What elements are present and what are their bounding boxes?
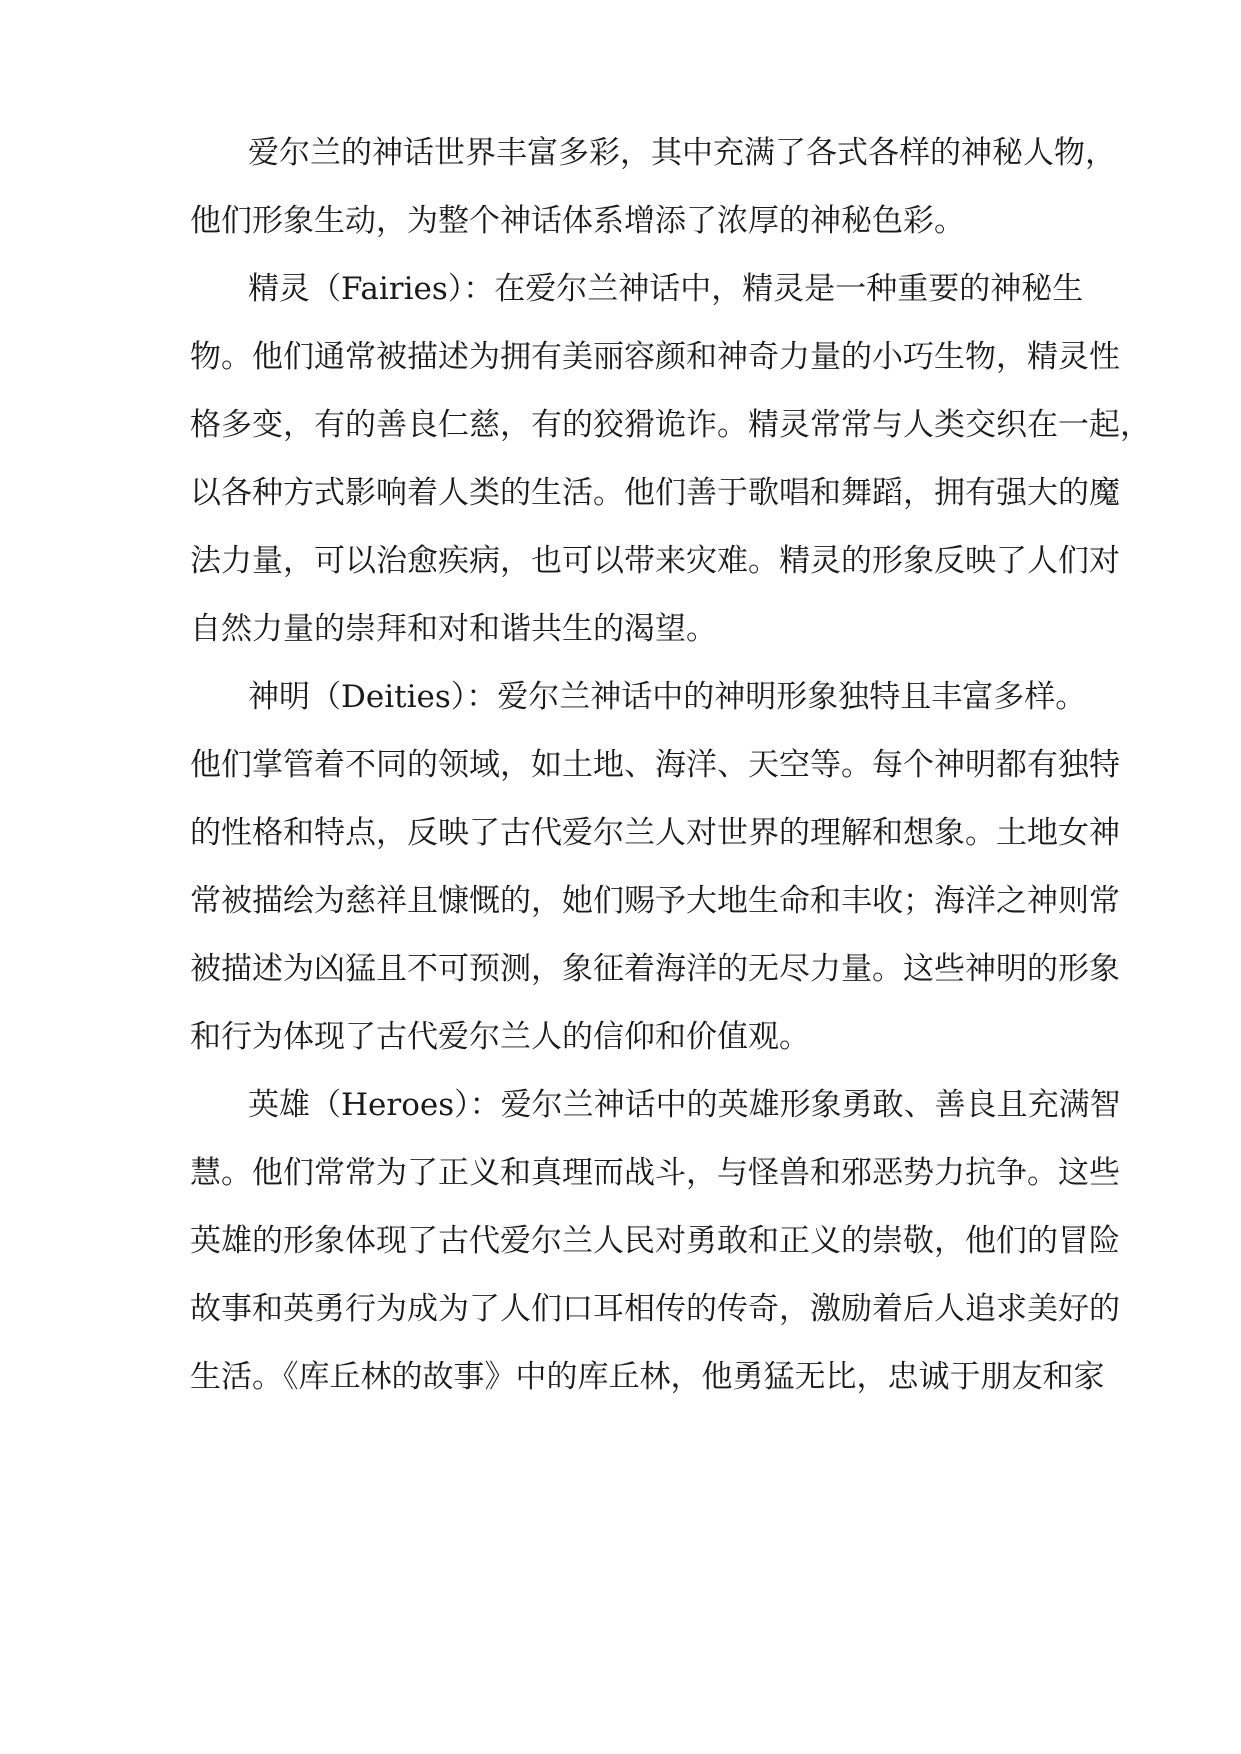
paragraph-4-line-1: 英雄（Heroes）：爱尔兰神话中的英雄形象勇敢、善良且充满智 — [248, 1087, 1121, 1123]
paragraph-4-line-3: 英雄的形象体现了古代爱尔兰人民对勇敢和正义的崇敬，他们的冒险 — [190, 1223, 1120, 1259]
paragraph-3-line-5: 被描述为凶猛且不可预测，象征着海洋的无尽力量。这些神明的形象 — [190, 951, 1120, 987]
paragraph-2-line-2: 物。他们通常被描述为拥有美丽容颜和神奇力量的小巧生物，精灵性 — [190, 339, 1120, 375]
paragraph-3-line-3: 的性格和特点，反映了古代爱尔兰人对世界的理解和想象。土地女神 — [190, 815, 1120, 851]
paragraph-2-line-6: 自然力量的崇拜和对和谐共生的渴望。 — [190, 611, 717, 647]
paragraph-4-line-2: 慧。他们常常为了正义和真理而战斗，与怪兽和邪恶势力抗争。这些 — [190, 1155, 1120, 1191]
paragraph-3-line-1: 神明（Deities）：爱尔兰神话中的神明形象独特且丰富多样。 — [248, 679, 1087, 715]
paragraph-4-line-4: 故事和英勇行为成为了人们口耳相传的传奇，激励着后人追求美好的 — [190, 1291, 1120, 1327]
paragraph-2-line-3: 格多变，有的善良仁慈，有的狡猾诡诈。精灵常常与人类交织在一起， — [190, 407, 1151, 443]
paragraph-2-line-1: 精灵（Fairies）：在爱尔兰神话中，精灵是一种重要的神秘生 — [248, 271, 1084, 307]
paragraph-1-line-1: 爱尔兰的神话世界丰富多彩，其中充满了各式各样的神秘人物， — [248, 135, 1116, 171]
paragraph-3-line-4: 常被描绘为慈祥且慷慨的，她们赐予大地生命和丰收；海洋之神则常 — [190, 883, 1120, 919]
paragraph-2-line-5: 法力量，可以治愈疾病，也可以带来灾难。精灵的形象反映了人们对 — [190, 543, 1120, 579]
paragraph-4-line-5: 生活。《库丘林的故事》中的库丘林，他勇猛无比，忠诚于朋友和家 — [190, 1359, 1105, 1395]
paragraph-3-line-6: 和行为体现了古代爱尔兰人的信仰和价值观。 — [190, 1019, 810, 1055]
paragraph-3-line-2: 他们掌管着不同的领域，如土地、海洋、天空等。每个神明都有独特 — [190, 747, 1120, 783]
paragraph-2-line-4: 以各种方式影响着人类的生活。他们善于歌唱和舞蹈，拥有强大的魔 — [190, 475, 1120, 511]
paragraph-1-line-2: 他们形象生动，为整个神话体系增添了浓厚的神秘色彩。 — [190, 203, 965, 239]
